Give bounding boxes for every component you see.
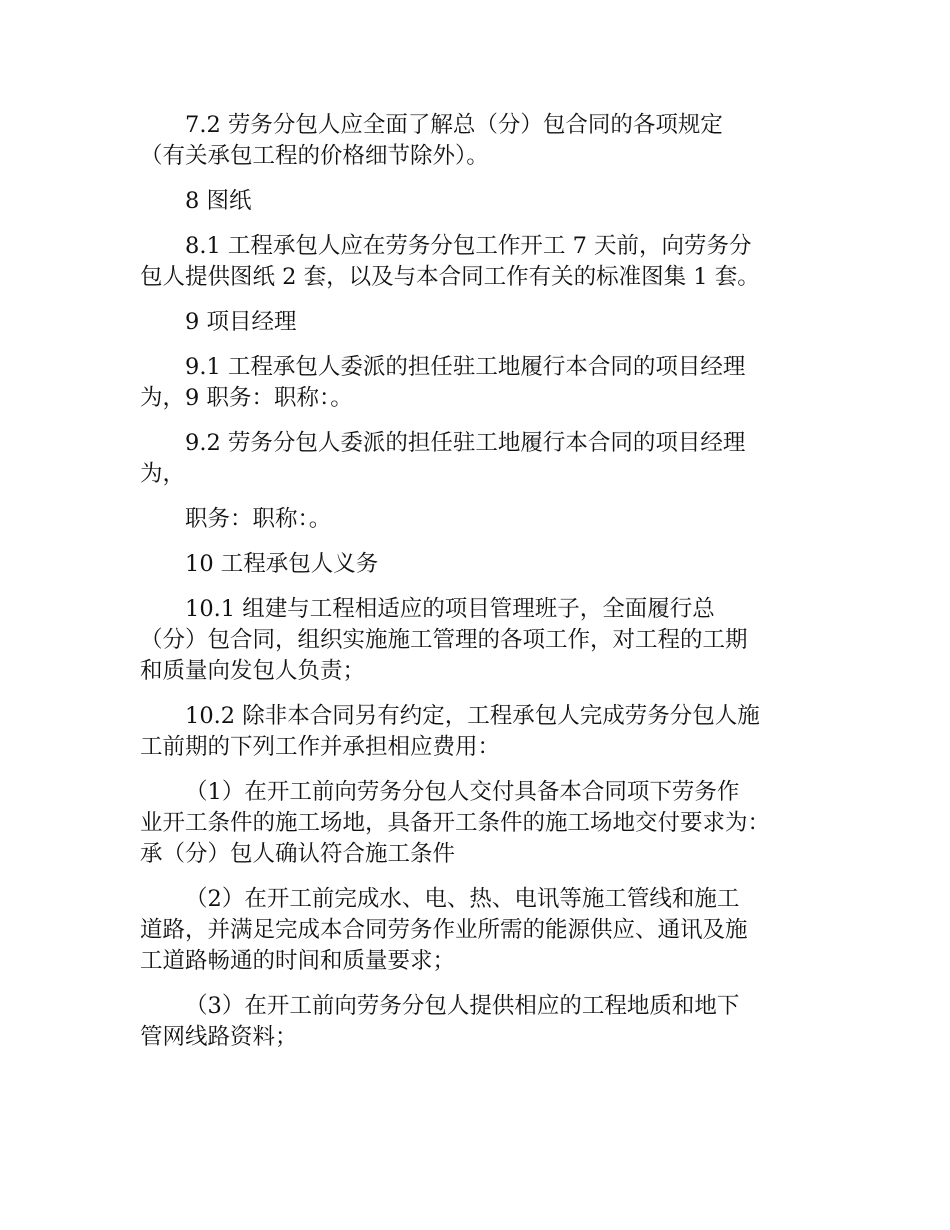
clause-8-1 [140,231,840,293]
heading-10-contractor-obligations [140,549,840,580]
clause-10-2-item-2 [140,884,840,977]
text-line: （3）在开工前向劳务分包人提供相应的工程地质和地下 [185,993,740,1019]
text-line: 业开工条件的施工场地，具备开工条件的施工场地交付要求为： [140,810,771,836]
clause-10-2 [140,701,840,763]
text-line: （1）在开工前向劳务分包人交付具备本合同项下劳务作 [185,779,740,805]
clause-10-1 [140,594,840,687]
text-line: 为，9 职务：职称：。 [140,385,353,411]
clause-10-2-item-3 [140,991,840,1053]
section-heading: 8 图纸 [185,188,252,214]
document-page [140,110,840,1067]
clause-9-2 [140,428,840,490]
text-line: 7.2 劳务分包人应全面了解总（分）包合同的各项规定 [185,112,723,138]
heading-8-drawings [140,186,840,217]
text-line: （分）包合同，组织实施施工管理的各项工作，对工程的工期 [140,627,748,653]
text-line: 工道路畅通的时间和质量要求； [140,948,456,974]
text-line: 9.2 劳务分包人委派的担任驻工地履行本合同的项目经理 [185,430,746,456]
text-line: （2）在开工前完成水、电、热、电讯等施工管线和施工 [185,886,740,912]
text-line: 9.1 工程承包人委派的担任驻工地履行本合同的项目经理 [185,354,746,380]
text-line: 为， [140,461,186,487]
text-line: 10.2 除非本合同另有约定，工程承包人完成劳务分包人施 [185,703,760,729]
section-heading: 10 工程承包人义务 [185,551,379,577]
text-line: 承（分）包人确认符合施工条件 [140,841,456,867]
text-line: 10.1 组建与工程相适应的项目管理班子，全面履行总 [185,596,715,622]
section-heading: 9 项目经理 [185,309,297,335]
text-line: 工前期的下列工作并承担相应费用： [140,734,501,760]
text-line: 职务：职称：。 [185,506,332,532]
text-line: 道路，并满足完成本合同劳务作业所需的能源供应、通讯及施 [140,917,748,943]
heading-9-project-manager [140,307,840,338]
clause-9-1 [140,352,840,414]
clause-10-2-item-1 [140,777,840,870]
text-line: 和质量向发包人负责； [140,658,366,684]
text-line: （有关承包工程的价格细节除外）。 [140,143,489,169]
text-line: 管网线路资料； [140,1024,298,1050]
clause-9-2-title [140,504,840,535]
clause-7-2 [140,110,840,172]
text-line: 包人提供图纸 2 套，以及与本合同工作有关的标准图集 1 套。 [140,264,760,290]
text-line: 8.1 工程承包人应在劳务分包工作开工 7 天前，向劳务分 [185,233,752,259]
